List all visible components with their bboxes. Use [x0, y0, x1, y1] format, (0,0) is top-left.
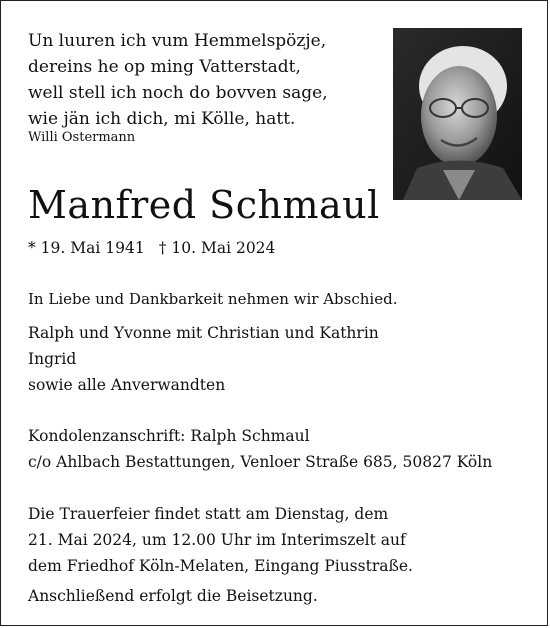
condolence-line: Kondolenzanschrift: Ralph Schmaul — [28, 427, 310, 445]
condolence-line: c/o Ahlbach Bestattungen, Venloer Straße 685, 50827 Köln — [28, 453, 493, 471]
farewell-text: In Liebe und Dankbarkeit nehmen wir Abschied. — [28, 290, 398, 308]
death-date: † 10. Mai 2024 — [158, 239, 276, 257]
poem-line: well stell ich noch do bovven sage, — [28, 83, 328, 103]
poem-line: wie jän ich dich, mi Kölle, hatt. — [28, 109, 296, 129]
poem — [28, 28, 328, 132]
service-line: dem Friedhof Köln-Melaten, Eingang Piusstraße. — [28, 557, 413, 575]
service-info — [28, 501, 413, 579]
poem-author: Willi Ostermann — [28, 130, 136, 145]
service-line: 21. Mai 2024, um 12.00 Uhr im Interimszelt auf — [28, 531, 406, 549]
life-dates — [28, 239, 275, 257]
birth-date: * 19. Mai 1941 — [28, 239, 145, 257]
portrait-photo-icon — [393, 28, 522, 200]
condolence-address — [28, 423, 492, 475]
family-line: Ralph und Yvonne mit Christian und Kathrin — [28, 324, 379, 342]
deceased-name: Manfred Schmaul — [28, 183, 380, 227]
family-list — [28, 320, 379, 398]
service-line: Die Trauerfeier findet statt am Dienstag, dem — [28, 505, 389, 523]
poem-line: Un luuren ich vum Hemmelspözje, — [28, 31, 327, 51]
burial-info: Anschließend erfolgt die Beisetzung. — [28, 587, 318, 605]
poem-line: dereins he op ming Vatterstadt, — [28, 57, 301, 77]
family-line: sowie alle Anverwandten — [28, 376, 226, 394]
portrait-photo — [393, 28, 522, 200]
family-line: Ingrid — [28, 350, 77, 368]
